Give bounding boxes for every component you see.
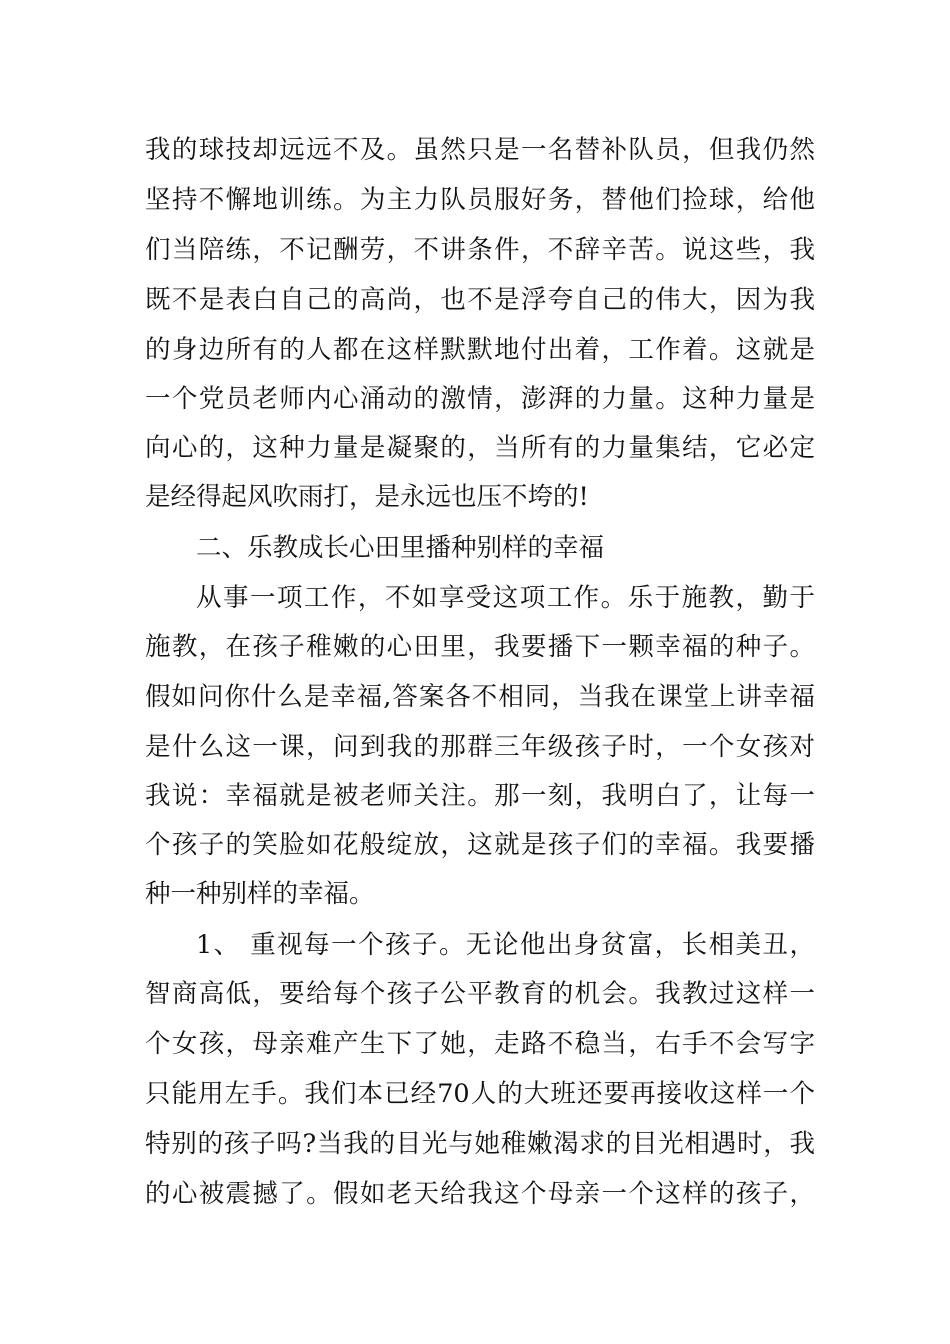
body-text-line: 的身边所有的人都在这样默默地付出着，工作着。这就是: [145, 335, 815, 365]
body-text-line: 们当陪练，不记酬劳，不讲条件，不辞辛苦。说这些，我: [145, 235, 815, 265]
body-text-line: 的心被震撼了。假如老天给我这个母亲一个这样的孩子，: [145, 1179, 815, 1209]
section-heading: 二、乐教成长心田里播种别样的幸福: [196, 533, 605, 563]
body-text-line: 坚持不懈地训练。为主力队员服好务，替他们捡球，给他: [145, 185, 815, 215]
body-text-line: 向心的，这种力量是凝聚的，当所有的力量集结，它必定: [145, 433, 815, 463]
body-text-line: 智商高低，要给每个孩子公平教育的机会。我教过这样一: [145, 979, 815, 1009]
body-text-line: 我的球技却远远不及。虽然只是一名替补队员，但我仍然: [145, 135, 815, 165]
body-text-line: 我说：幸福就是被老师关注。那一刻，我明白了，让每一: [145, 781, 815, 811]
body-text-line: 只能用左手。我们本已经70人的大班还要再接收这样一个: [145, 1079, 815, 1109]
body-text-line: 是经得起风吹雨打，是永远也压不垮的!: [145, 482, 589, 512]
body-text-line: 1、 重视每一个孩子。无论他出身贫富，长相美丑，: [196, 930, 815, 960]
body-text-line: 假如问你什么是幸福,答案各不相同，当我在课堂上讲幸福: [145, 682, 815, 712]
body-text-line: 特别的孩子吗?当我的目光与她稚嫩渴求的目光相遇时，我: [145, 1129, 815, 1159]
body-text-line: 一个党员老师内心涌动的激情，澎湃的力量。这种力量是: [145, 384, 815, 414]
body-text-line: 种一种别样的幸福。: [145, 879, 375, 909]
body-text-line: 从事一项工作，不如享受这项工作。乐于施教，勤于: [196, 583, 815, 613]
body-text-line: 既不是表白自己的高尚，也不是浮夸自己的伟大，因为我: [145, 285, 815, 315]
body-text-line: 个孩子的笑脸如花般绽放，这就是孩子们的幸福。我要播: [145, 830, 815, 860]
body-text-line: 是什么这一课，问到我的那群三年级孩子时，一个女孩对: [145, 732, 815, 762]
body-text-line: 个女孩，母亲难产生下了她，走路不稳当，右手不会写字: [145, 1029, 815, 1059]
body-text-line: 施教，在孩子稚嫩的心田里，我要播下一颗幸福的种子。: [145, 632, 815, 662]
